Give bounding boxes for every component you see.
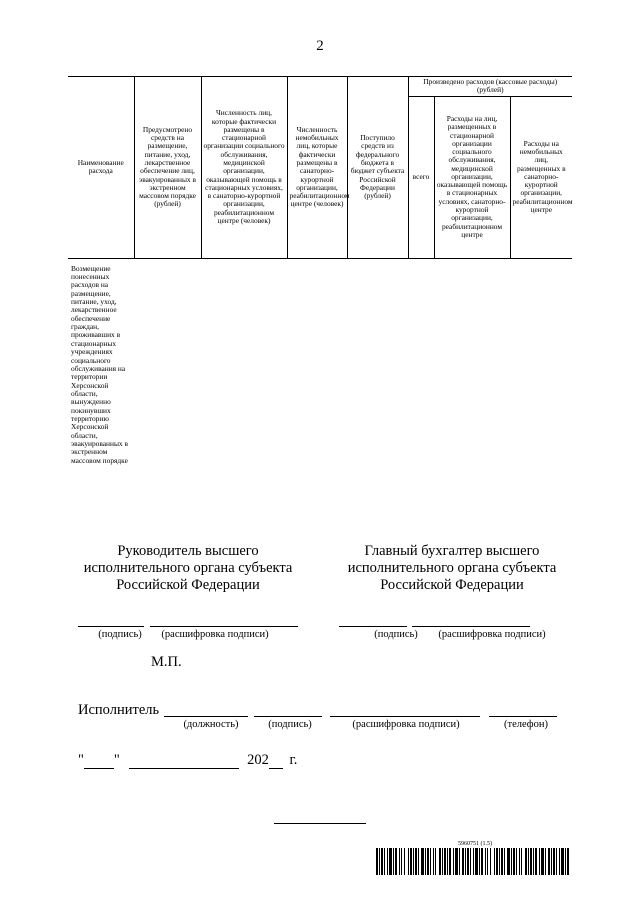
header-expenses-nonmobile: Расходы на немобильных лиц, размещенных в санаторно-курортной организации, реабилитационном центре xyxy=(510,96,572,258)
executor-phone-caption: (телефон) xyxy=(504,719,548,730)
executor-label: Исполнитель xyxy=(78,702,160,718)
header-expenses-total: всего xyxy=(408,96,434,258)
header-expenses-made: Произведено расходов (кассовые расходы) (рублей) xyxy=(408,77,572,97)
barcode-id: 5960751 (1.5) xyxy=(458,841,492,847)
executor-decoding-line xyxy=(330,716,480,717)
date-day-blank xyxy=(84,754,114,769)
executor-signature-caption: (подпись) xyxy=(268,719,312,730)
date-quote-close: " xyxy=(113,752,120,768)
executor-decoding-caption: (расшифровка подписи) xyxy=(352,719,460,730)
accountant-decoding-line xyxy=(412,626,530,627)
stamp-placeholder: М.П. xyxy=(151,654,182,670)
date-line xyxy=(78,752,297,769)
header-funds-received: Поступило средств из федерального бюджета в бюджет субъекта Российской Федерации (рублей) xyxy=(347,77,408,259)
table-row-label: Возмещение понесенных расходов на размещение, питание, уход, лекарственное обеспечение граждан, проживавших в стационарных учреждениях социального обслуживания на территории Херсонской области, вынужденно покинувших территорию Херсонской области, эвакуированных в экстренном массовом порядке xyxy=(71,263,128,465)
executor-signature-line xyxy=(254,716,322,717)
executor-position-caption: (должность) xyxy=(183,719,239,730)
head-decoding-caption: (расшифровка подписи) xyxy=(161,629,269,640)
separator-line xyxy=(274,823,366,824)
accountant-signature-title: Главный бухгалтер высшего исполнительного органа субъекта Российской Федерации xyxy=(347,543,557,593)
date-year-prefix: 202 xyxy=(247,752,269,768)
executor-phone-line xyxy=(489,716,557,717)
header-funds-planned: Предусмотрено средств на размещение, питание, уход, лекарственное обеспечение лиц, эвакуированных в экстренном массовом порядке (рублей) xyxy=(134,77,201,259)
head-signature-caption: (подпись) xyxy=(98,629,142,640)
barcode-bar xyxy=(569,848,571,875)
date-quote-open: " xyxy=(78,752,84,768)
head-signature-line xyxy=(78,626,144,627)
header-persons-stationary: Численность лиц, которые фактически размещены в стационарной организации социального обслуживания, медицинской организации, оказывающей помощь в стационарных условиях, в санаторно-курортной организации, реабилитационном центре (человек) xyxy=(201,77,287,259)
executor-position-line xyxy=(164,716,248,717)
head-signature-title: Руководитель высшего исполнительного органа субъекта Российской Федерации xyxy=(83,543,293,593)
date-year-suffix: г. xyxy=(289,752,298,768)
expense-report-table xyxy=(68,76,572,465)
date-month-blank xyxy=(129,754,239,769)
accountant-decoding-caption: (расшифровка подписи) xyxy=(438,629,546,640)
head-decoding-line xyxy=(150,626,298,627)
page-number: 2 xyxy=(316,38,324,54)
date-year-blank xyxy=(269,754,283,769)
accountant-signature-caption: (подпись) xyxy=(374,629,418,640)
accountant-signature-line xyxy=(339,626,407,627)
barcode-image xyxy=(376,848,572,875)
header-expense-name: Наименование расхода xyxy=(68,77,134,259)
header-expenses-stationary: Расходы на лиц, размещенных в стационарной организации социального обслуживания, медицинской организации, оказывающей помощь в стационарных условиях, санаторно-курортной организации, реабилитационном центре xyxy=(434,96,510,258)
header-persons-nonmobile: Численность немобильных лиц, которые фактически размещены в санаторно-курортной организации, реабилитационном центре (человек) xyxy=(287,77,347,259)
